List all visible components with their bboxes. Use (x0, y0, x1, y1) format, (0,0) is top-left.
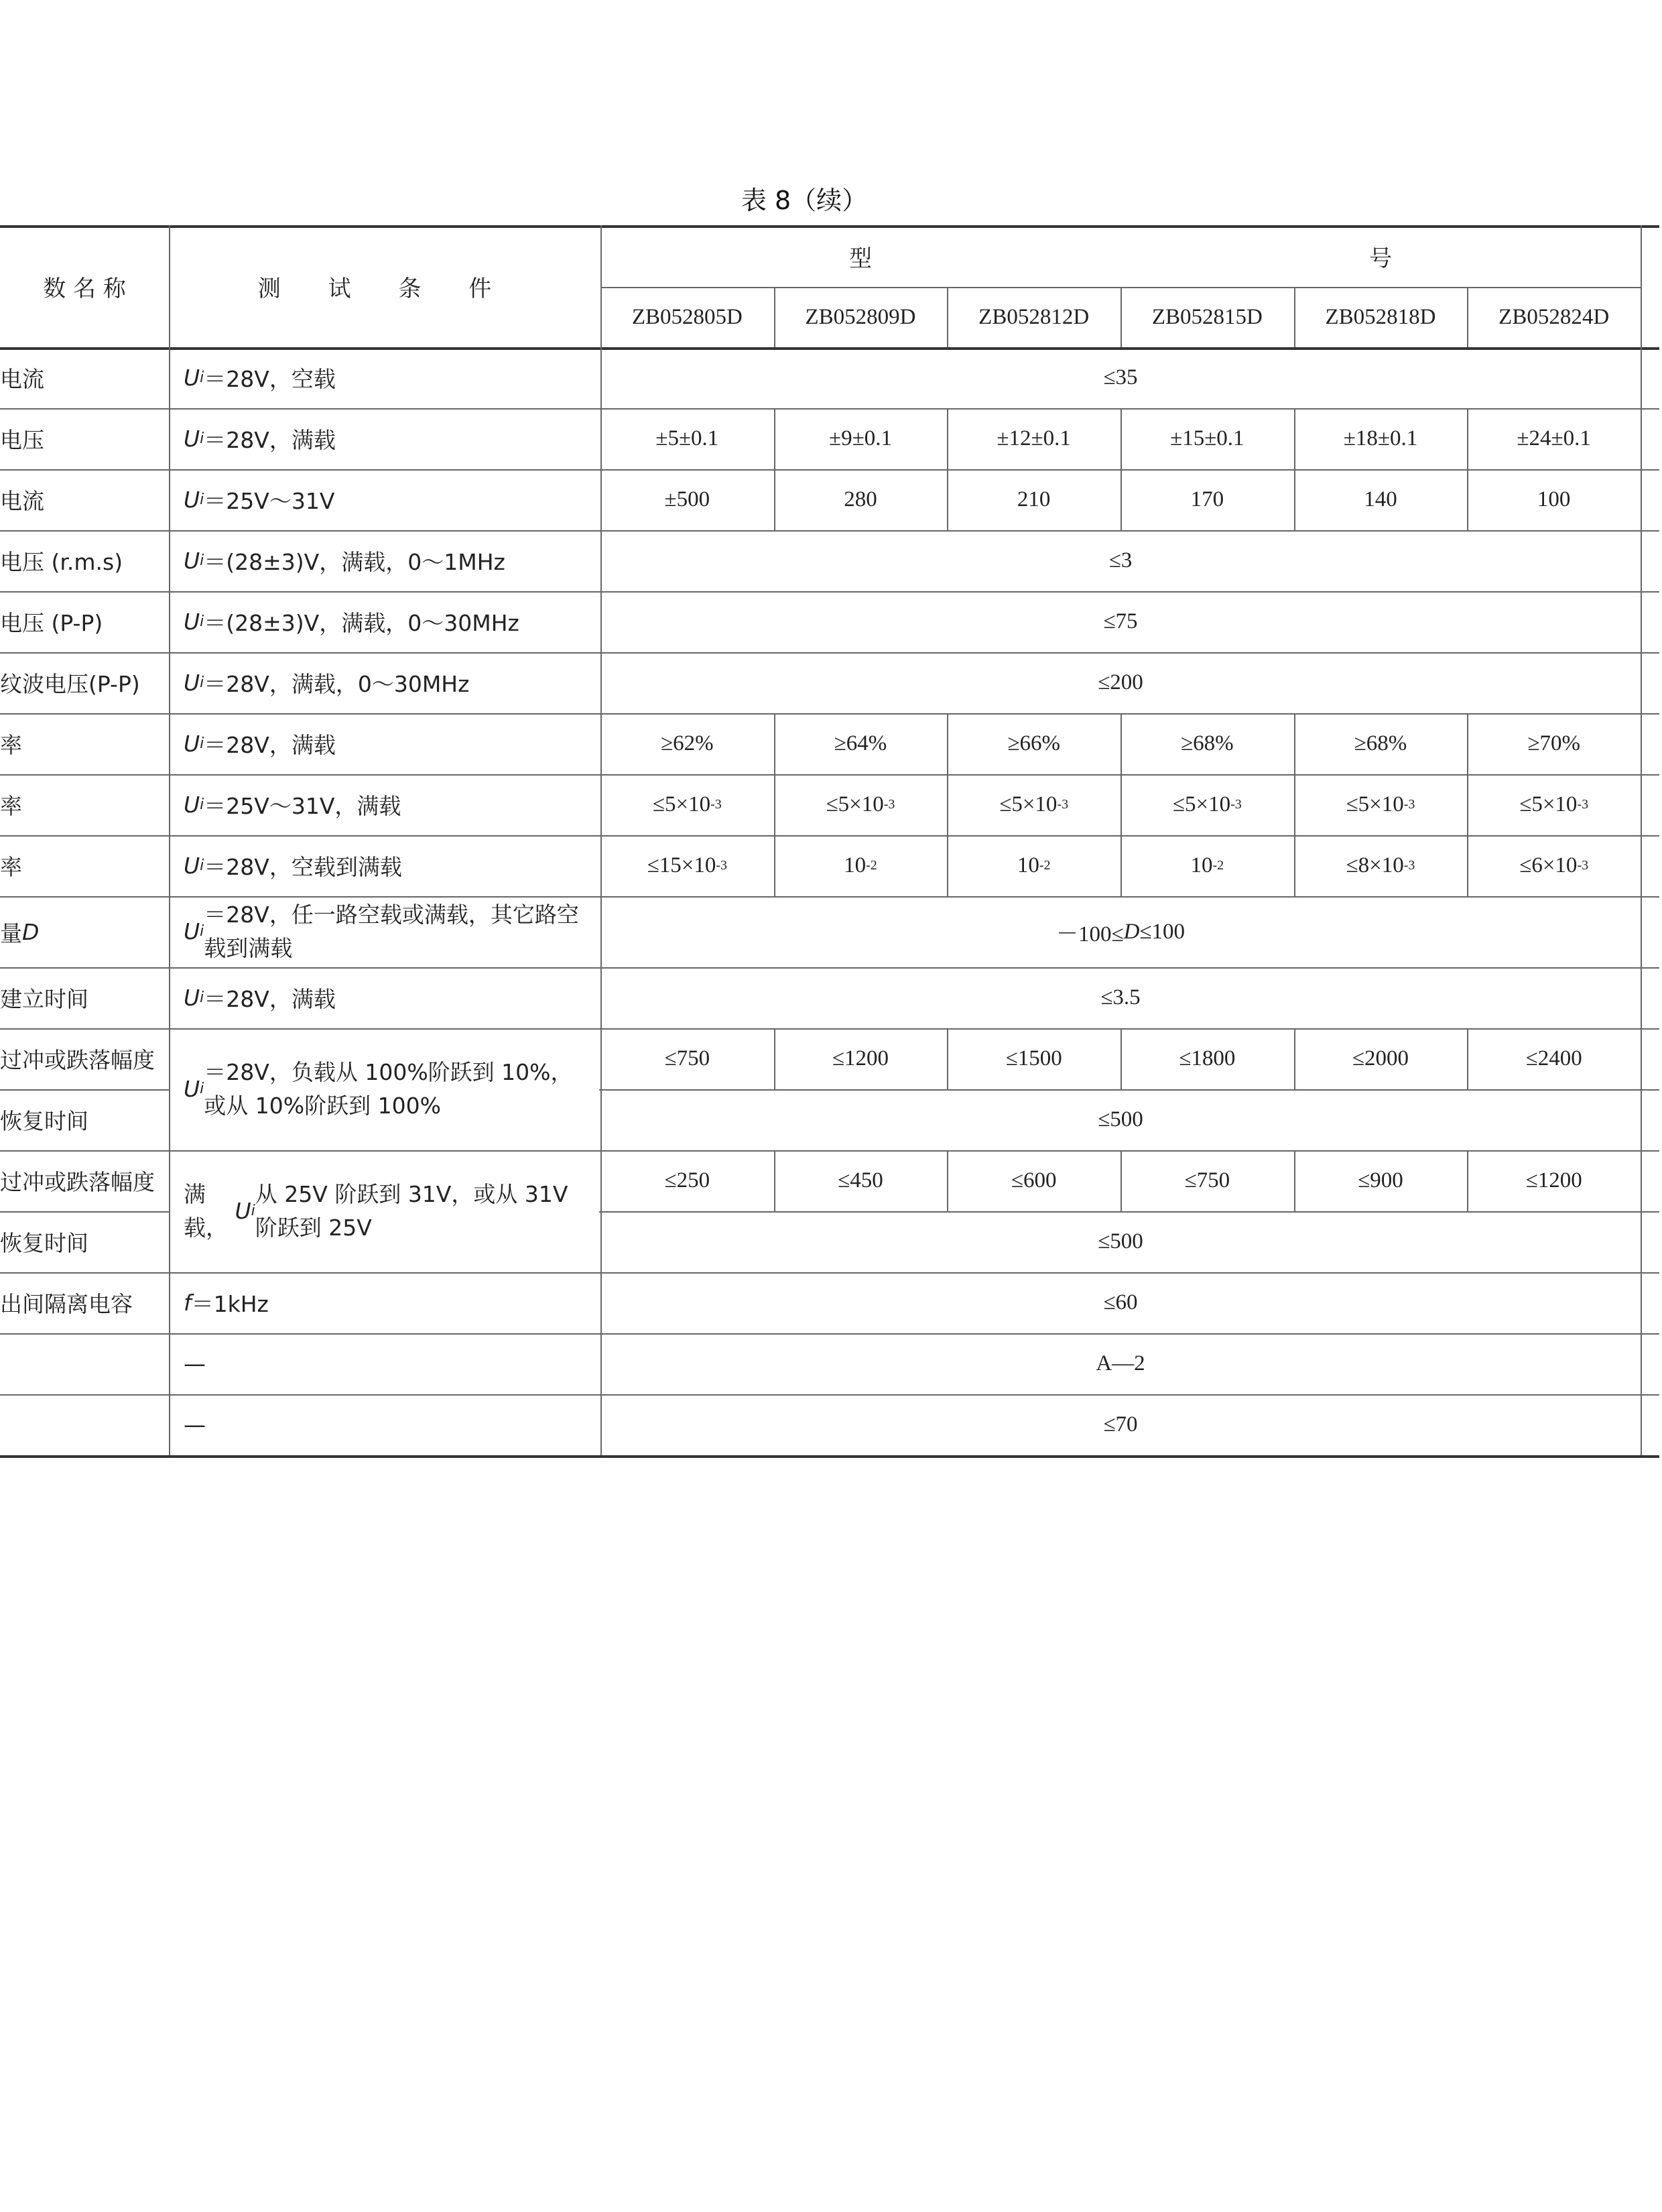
row-merged-value: ≤70 (1103, 1412, 1138, 1436)
table-caption: 表 8（续） (741, 186, 868, 215)
header-model-ZB052824D: ZB052824D (1498, 304, 1610, 329)
header-test-condition: 测 试 条 件 (257, 275, 512, 302)
row-test-condition: U i ＝25V～31V (184, 487, 335, 514)
row-test-condition: U i ＝28V，负载从 100%阶跃到 10%，或从 10%阶跃到 100% (184, 1059, 573, 1119)
row-value-ZB052805D: ≤250 (664, 1168, 710, 1192)
row-param-name: 纹波电压(P-P) (0, 671, 140, 697)
table-vertical-rule (947, 835, 948, 896)
table-vertical-rule (947, 287, 948, 347)
row-test-condition: f ＝1kHz (184, 1290, 269, 1317)
header-model-ZB052812D: ZB052812D (978, 304, 1090, 329)
row-test-condition: U i ＝28V，满载，0～30MHz (184, 670, 470, 697)
row-param-name: 恢复时间 (0, 1230, 88, 1256)
table-vertical-rule (1641, 225, 1642, 1455)
row-merged-value: ≤500 (1098, 1107, 1143, 1131)
row-value-ZB052805D: ≤15×10 -3 (647, 853, 728, 877)
table-vertical-rule (1294, 408, 1295, 469)
row-param-name: 建立时间 (0, 986, 88, 1012)
table-vertical-rule (1294, 287, 1295, 347)
row-test-condition: U i ＝28V，满载 (184, 985, 336, 1012)
row-value-ZB052815D: 10 -2 (1190, 853, 1224, 877)
row-param-name: 量 D (0, 918, 40, 946)
row-value-ZB052818D: ≤5×10 -3 (1346, 792, 1415, 816)
row-value-ZB052812D: ≤5×10 -3 (999, 792, 1069, 816)
row-value-ZB052812D: ≤1500 (1005, 1046, 1062, 1070)
row-test-condition: U i ＝28V，满载 (184, 731, 336, 758)
table-vertical-rule (1121, 1150, 1122, 1211)
row-value-ZB052809D: ≤450 (838, 1168, 883, 1192)
table-vertical-rule (1467, 469, 1468, 530)
row-merged-value: ≤3 (1108, 548, 1133, 572)
header-model-ZB052818D: ZB052818D (1325, 304, 1436, 329)
row-value-ZB052815D: ±15±0.1 (1170, 426, 1244, 450)
table-vertical-rule (1294, 835, 1295, 896)
table-vertical-rule (947, 774, 948, 835)
row-merged-value: －100≤ D ≤100 (1056, 919, 1186, 946)
header-model-ZB052815D: ZB052815D (1151, 304, 1263, 329)
table-vertical-rule (774, 713, 775, 774)
table-vertical-rule (947, 713, 948, 774)
row-value-ZB052824D: ±24±0.1 (1517, 426, 1591, 450)
table-vertical-rule (1467, 1028, 1468, 1089)
row-test-condition: 满载， U i 从 25V 阶跃到 31V，或从 31V 阶跃到 25V (184, 1181, 568, 1241)
row-value-ZB052824D: ≤1200 (1525, 1168, 1582, 1192)
table-vertical-rule (1121, 835, 1122, 896)
row-param-name: 电流 (0, 488, 44, 514)
header-param-name: 数 名 称 (43, 275, 126, 302)
row-param-name: 电流 (0, 366, 44, 392)
row-value-ZB052809D: ≤5×10 -3 (826, 792, 895, 816)
row-param-name (0, 1394, 162, 1455)
table-vertical-rule (1467, 408, 1468, 469)
row-value-ZB052815D: ≤1800 (1179, 1046, 1236, 1070)
row-value-ZB052818D: ≤2000 (1352, 1046, 1409, 1070)
row-test-condition: — (184, 1412, 206, 1438)
row-param-name: 过冲或跌落幅度 (0, 1169, 155, 1195)
table-vertical-rule (774, 1028, 775, 1089)
row-value-ZB052815D: ≤750 (1184, 1168, 1230, 1192)
table-vertical-rule (1467, 774, 1468, 835)
row-param-name: 过冲或跌落幅度 (0, 1047, 155, 1073)
header-model-ZB052805D: ZB052805D (631, 304, 743, 329)
row-param-name: 率 (0, 854, 22, 880)
row-test-condition: U i ＝28V，空载 (184, 365, 336, 392)
row-test-condition: — (184, 1351, 206, 1377)
row-param-name: 电压 (0, 427, 44, 453)
header-model-label: 型 (849, 245, 872, 272)
table-horizontal-rule (0, 1455, 1659, 1458)
row-value-ZB052818D: ±18±0.1 (1343, 426, 1418, 450)
table-vertical-rule (1121, 1028, 1122, 1089)
row-value-ZB052809D: ≥64% (834, 731, 887, 755)
row-value-ZB052805D: ±5±0.1 (655, 426, 719, 450)
table-vertical-rule (1121, 408, 1122, 469)
row-param-name: 率 (0, 793, 22, 819)
row-value-ZB052812D: ≤600 (1011, 1168, 1057, 1192)
row-merged-value: ≤3.5 (1100, 985, 1141, 1009)
table-vertical-rule (1121, 774, 1122, 835)
row-value-ZB052824D: ≤6×10 -3 (1519, 853, 1589, 877)
row-value-ZB052818D: 140 (1364, 487, 1397, 511)
row-test-condition: U i ＝28V，满载 (184, 426, 336, 453)
row-merged-value: ≤35 (1103, 365, 1138, 389)
row-value-ZB052809D: ≤1200 (832, 1046, 889, 1070)
table-vertical-rule (774, 1150, 775, 1211)
row-value-ZB052818D: ≤900 (1358, 1168, 1403, 1192)
row-value-ZB052812D: 210 (1017, 487, 1051, 511)
table-vertical-rule (947, 1150, 948, 1211)
table-vertical-rule (774, 287, 775, 347)
table-vertical-rule (169, 225, 170, 1455)
row-value-ZB052818D: ≤8×10 -3 (1346, 853, 1415, 877)
table-vertical-rule (1467, 713, 1468, 774)
row-value-ZB052809D: ±9±0.1 (828, 426, 892, 450)
row-merged-value: ≤60 (1103, 1290, 1138, 1314)
table-vertical-rule (1294, 1028, 1295, 1089)
table-vertical-rule (1121, 713, 1122, 774)
table-vertical-rule (1294, 1150, 1295, 1211)
table-vertical-rule (1121, 287, 1122, 347)
row-value-ZB052805D: ≤750 (664, 1046, 710, 1070)
table-vertical-rule (774, 408, 775, 469)
row-param-name: 出间隔离电容 (0, 1291, 133, 1317)
row-param-name (0, 1333, 162, 1394)
row-value-ZB052824D: ≤5×10 -3 (1519, 792, 1589, 816)
row-test-condition: U i ＝28V，空载到满载 (184, 853, 402, 880)
row-merged-value: ≤200 (1098, 670, 1143, 694)
row-test-condition: U i ＝28V，任一路空载或满载，其它路空载到满载 (184, 902, 579, 961)
row-test-condition: U i ＝(28±3)V，满载，0～1MHz (184, 548, 505, 575)
row-test-condition: U i ＝25V～31V，满载 (184, 792, 401, 819)
row-value-ZB052815D: ≥68% (1181, 731, 1234, 755)
header-model-number-label: 号 (1369, 245, 1392, 272)
row-value-ZB052805D: ±500 (664, 487, 710, 511)
row-value-ZB052824D: ≥70% (1527, 731, 1580, 755)
row-value-ZB052812D: ≥66% (1007, 731, 1060, 755)
table-vertical-rule (947, 408, 948, 469)
table-vertical-rule (1294, 774, 1295, 835)
row-value-ZB052809D: 280 (844, 487, 877, 511)
row-param-name: 电压 (P-P) (0, 610, 103, 636)
row-value-ZB052815D: 170 (1190, 487, 1224, 511)
row-value-ZB052809D: 10 -2 (844, 853, 877, 877)
row-value-ZB052824D: 100 (1537, 487, 1571, 511)
row-value-ZB052812D: 10 -2 (1017, 853, 1051, 877)
table-vertical-rule (774, 469, 775, 530)
row-param-name: 率 (0, 732, 22, 758)
row-param-name: 恢复时间 (0, 1108, 88, 1134)
row-value-ZB052805D: ≤5×10 -3 (652, 792, 722, 816)
row-merged-value: ≤75 (1103, 609, 1138, 633)
row-merged-value: ≤500 (1098, 1229, 1143, 1253)
row-param-name: 电压 (r.m.s) (0, 549, 123, 575)
table-vertical-rule (1294, 469, 1295, 530)
header-model-ZB052809D: ZB052809D (805, 304, 916, 329)
table-vertical-rule (774, 835, 775, 896)
table-vertical-rule (1294, 713, 1295, 774)
row-value-ZB052824D: ≤2400 (1525, 1046, 1582, 1070)
row-test-condition: U i ＝(28±3)V，满载，0～30MHz (184, 609, 519, 636)
row-merged-value: A—2 (1096, 1351, 1145, 1375)
table-vertical-rule (1467, 835, 1468, 896)
table-vertical-rule (774, 774, 775, 835)
row-value-ZB052818D: ≥68% (1354, 731, 1407, 755)
row-value-ZB052815D: ≤5×10 -3 (1172, 792, 1242, 816)
table-vertical-rule (1467, 1150, 1468, 1211)
row-value-ZB052812D: ±12±0.1 (997, 426, 1071, 450)
table-vertical-rule (1467, 287, 1468, 347)
table-vertical-rule (947, 469, 948, 530)
row-value-ZB052805D: ≥62% (661, 731, 714, 755)
table-vertical-rule (1121, 469, 1122, 530)
table-vertical-rule (947, 1028, 948, 1089)
